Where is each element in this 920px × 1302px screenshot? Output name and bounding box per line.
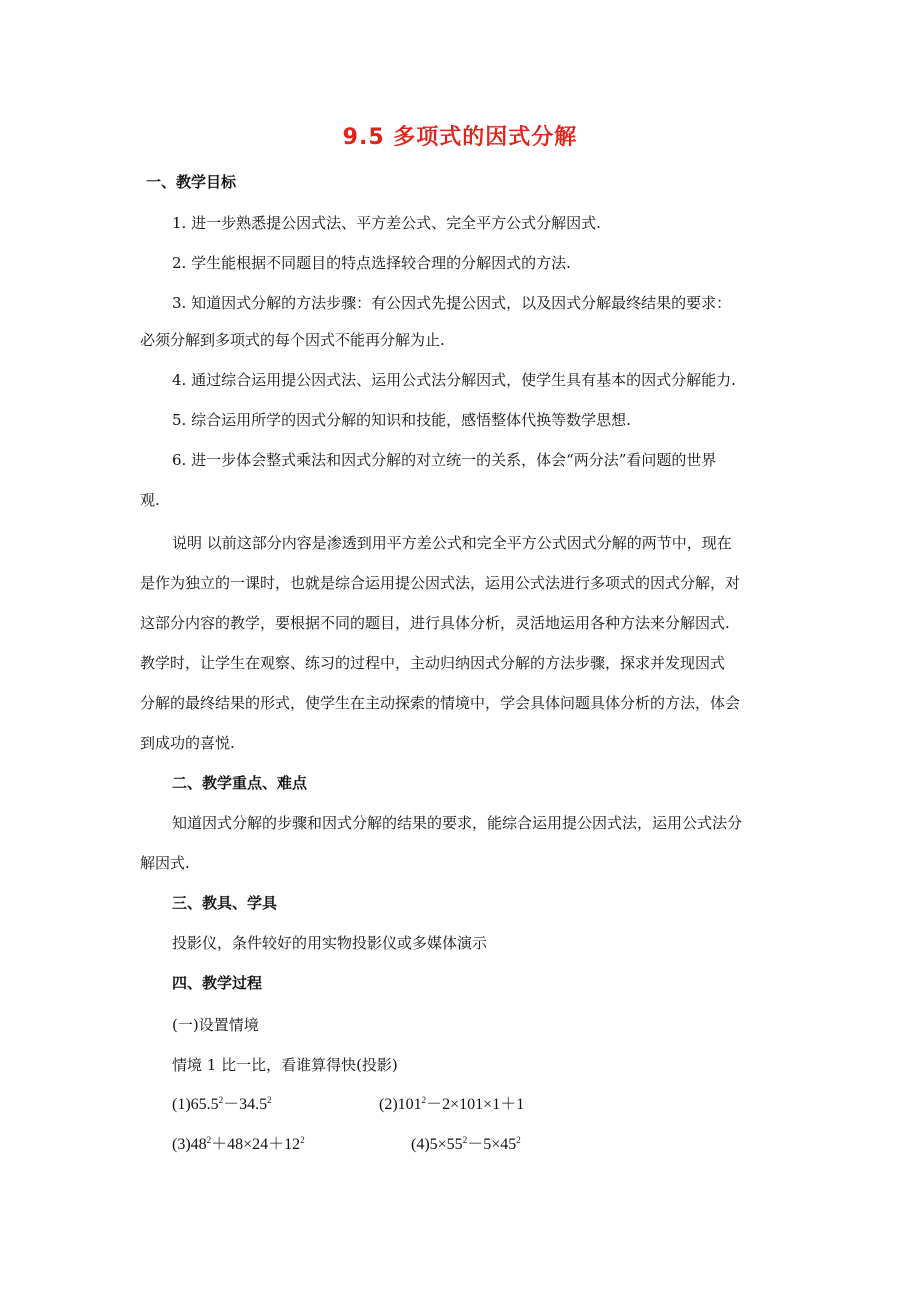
tools-line: 投影仪，条件较好的用实物投影仪或多媒体演示 [172, 934, 488, 952]
section-heading-process: 四、教学过程 [172, 974, 263, 992]
note-line-2: 是作为独立的一课时，也就是综合运用提公因式法，运用公式法进行多项式的因式分解，对 [140, 574, 741, 592]
objective-4: 4. 通过综合运用提公因式法、运用公式法分解因式，使学生具有基本的因式分解能力. [172, 371, 736, 389]
scenario-1: 情境 1 比一比，看谁算得快(投影) [172, 1056, 398, 1074]
section-heading-keypoints: 二、教学重点、难点 [172, 774, 308, 792]
note-line-6: 到成功的喜悦. [140, 734, 235, 752]
objective-6-cont: 观. [140, 491, 160, 509]
problem-3: $(3)48^2+48\times 24+12^2$ [172, 1135, 305, 1153]
problem-1: $(1)65.5^2-34.5^2$ [172, 1095, 272, 1113]
note-line-5: 分解的最终结果的形式，使学生在主动探索的情境中，学会具体问题具体分析的方法，体会 [140, 694, 741, 712]
note-line-3: 这部分内容的教学，要根据不同的题目，进行具体分析，灵活地运用各种方法来分解因式. [140, 614, 730, 632]
note-line-4: 教学时，让学生在观察、练习的过程中，主动归纳因式分解的方法步骤，探求并发现因式 [140, 654, 726, 672]
keypoints-line-1: 知道因式分解的步骤和因式分解的结果的要求，能综合运用提公因式法，运用公式法分 [172, 814, 743, 832]
objective-5: 5. 综合运用所学的因式分解的知识和技能，感悟整体代换等数学思想. [172, 411, 631, 429]
problem-2: $(2)101^2-2\times 101\times 1+1$ [379, 1095, 525, 1113]
objective-6: 6. 进一步体会整式乘法和因式分解的对立统一的关系，体会“两分法”看问题的世界 [172, 451, 717, 469]
keypoints-line-2: 解因式. [140, 854, 190, 872]
subsection-scenario: (一)设置情境 [172, 1016, 259, 1034]
objective-3: 3. 知道因式分解的方法步骤：有公因式先提公因式，以及因式分解最终结果的要求： [172, 294, 732, 312]
objective-2: 2. 学生能根据不同题目的特点选择较合理的分解因式的方法. [172, 254, 571, 272]
note-line-1: 说明 以前这部分内容是渗透到用平方差公式和完全平方公式因式分解的两节中，现在 [172, 534, 732, 552]
section-heading-objectives: 一、教学目标 [146, 173, 237, 191]
section-heading-tools: 三、教具、学具 [172, 894, 278, 912]
objective-1: 1. 进一步熟悉提公因式法、平方差公式、完全平方公式分解因式. [172, 214, 601, 232]
page-title: 9.5 多项式的因式分解 [342, 125, 578, 150]
problem-4: $(4)5\times 55^2-5\times 45^2$ [411, 1135, 521, 1153]
objective-3-cont: 必须分解到多项式的每个因式不能再分解为止. [140, 331, 445, 349]
